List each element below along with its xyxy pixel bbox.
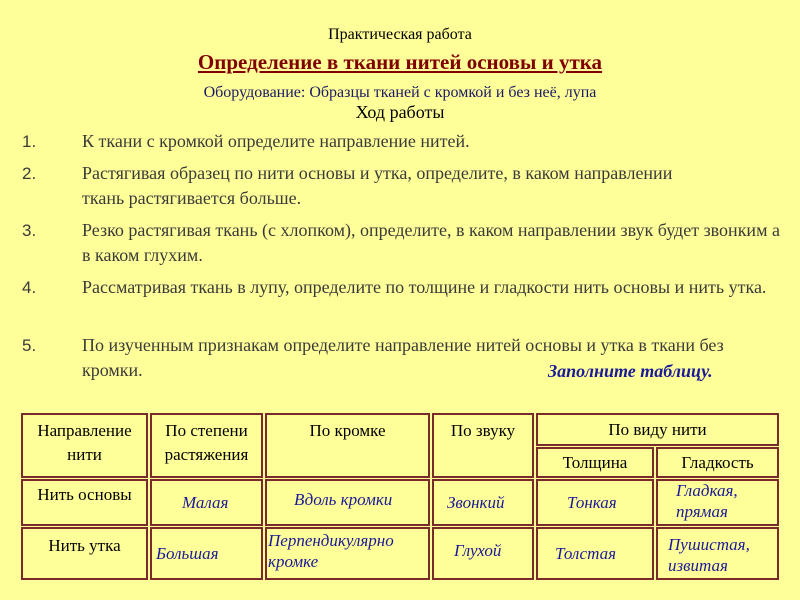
step-text: По изученным признакам определите направление нитей основы и утка в ткани без кромки. <box>82 335 724 380</box>
page-title: Определение в ткани нитей основы и утка <box>197 50 603 74</box>
step-number: 1. <box>22 132 37 151</box>
header-thread: По виду нити <box>536 413 779 446</box>
step-text: Рассматривая ткань в лупу, определите по толщине и гладкости нить основы и нить утка. <box>82 277 767 297</box>
row-label-warp: Нить основы <box>21 479 148 526</box>
value-warp-stretch: Малая <box>182 493 229 512</box>
step-text: Растягивая образец по нити основы и утка, определите, в каком направлении ткань растягивается больше. <box>82 163 673 208</box>
header-edge: По кромке <box>265 413 430 478</box>
header-stretch: По степени растяжения <box>150 413 263 478</box>
value-warp-edge: Вдоль кромки <box>294 490 393 509</box>
value-warp-sound: Звонкий <box>447 493 505 512</box>
value-warp-thickness: Тонкая <box>567 493 617 512</box>
value-weft-smoothness: Пушистая, извитая <box>668 535 750 575</box>
progress-heading: Ход работы <box>355 102 445 122</box>
step-number: 5. <box>22 336 37 355</box>
header-direction: Направление нити <box>21 413 148 478</box>
value-weft-stretch: Большая <box>156 544 219 563</box>
value-weft-sound: Глухой <box>454 541 502 560</box>
value-weft-edge: Перпендикулярно кромке <box>268 531 394 571</box>
step-number: 4. <box>22 278 37 297</box>
step-text: Резко растягивая ткань (с хлопком), определите, в каком направлении звук будет звонким а в каком глухим. <box>82 220 780 265</box>
value-warp-smoothness: Гладкая, прямая <box>676 481 738 521</box>
header-sound: По звуку <box>432 413 534 478</box>
step-text: К ткани с кромкой определите направление нитей. <box>82 131 470 151</box>
header-smoothness: Гладкость <box>656 447 779 478</box>
step-4 <box>0 275 800 325</box>
equipment-line: Оборудование: Образцы тканей с кромкой и без неё, лупа <box>203 84 597 101</box>
step-number: 2. <box>22 164 37 183</box>
header-thickness: Толщина <box>536 447 654 478</box>
fill-table-hint: Заполните таблицу. <box>548 361 713 381</box>
value-weft-thickness: Толстая <box>555 544 616 563</box>
row-label-weft: Нить утка <box>21 527 148 580</box>
step-number: 3. <box>22 221 37 240</box>
step-2 <box>0 161 800 211</box>
header-label: Практическая работа <box>328 26 472 43</box>
step-3 <box>0 218 800 268</box>
